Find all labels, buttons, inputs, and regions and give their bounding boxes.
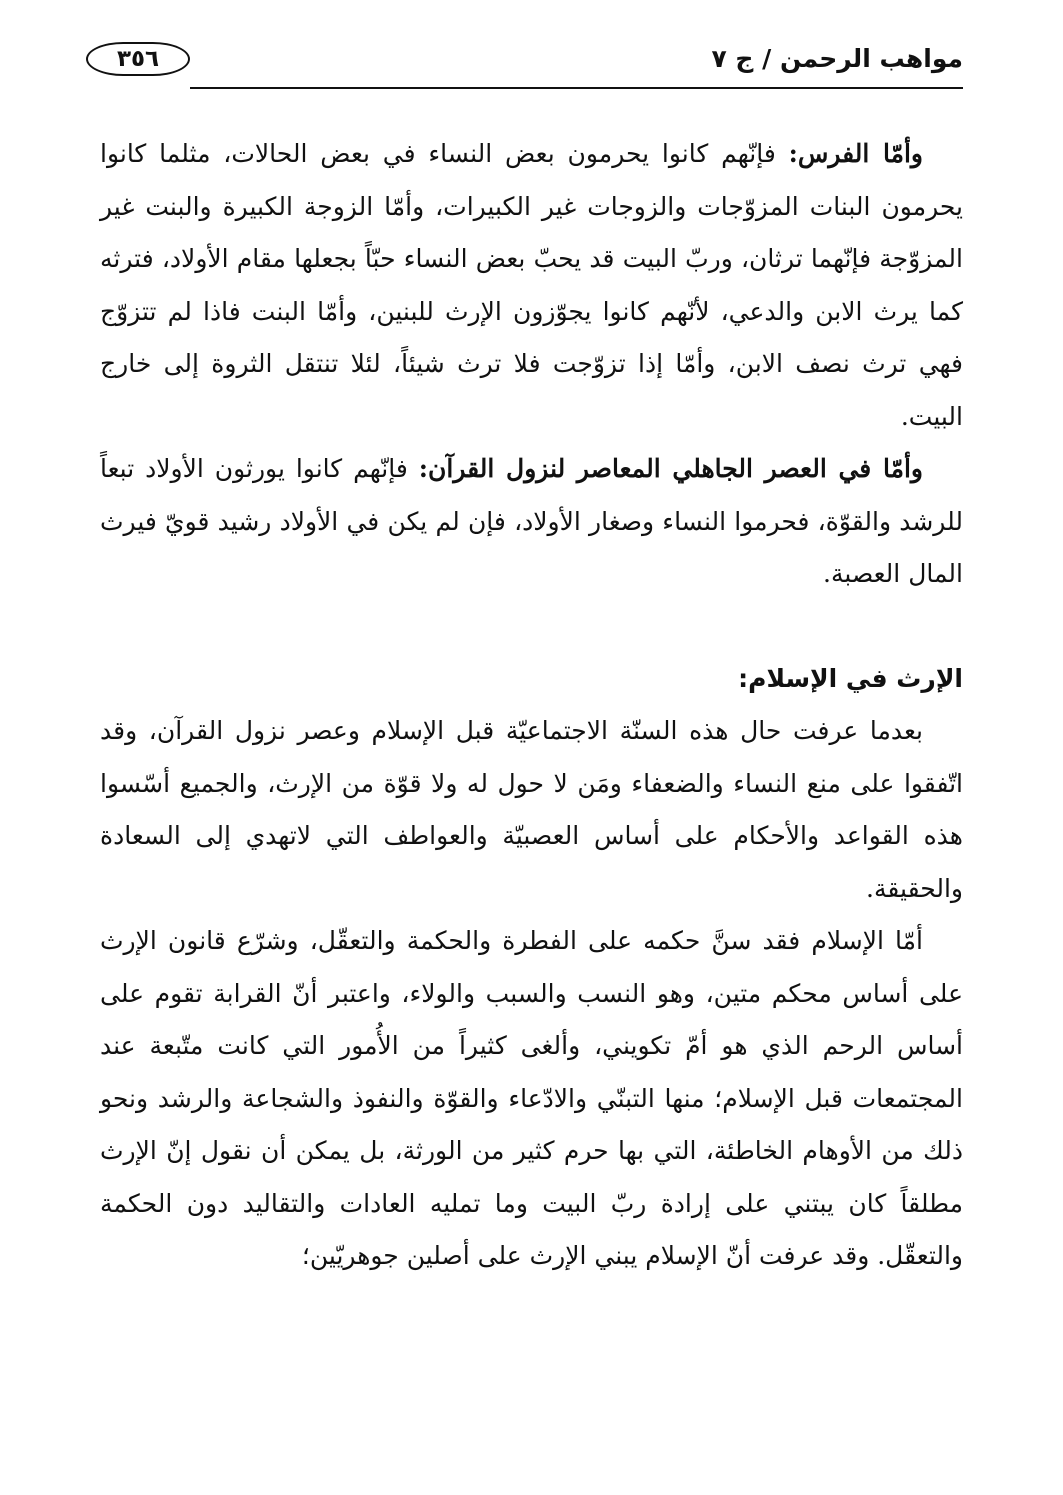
paragraph-text: فإنّهم كانوا يورثون الأولاد تبعاً للرشد والقوّة، فحرموا النساء وصغار الأولاد، فإن لم يكن في الأولاد رشيد قويّ فيرث المال العصبة. — [100, 454, 963, 588]
paragraph-lead: وأمّا الفرس: — [788, 139, 923, 168]
section-heading: الإرث في الإسلام: — [738, 663, 963, 693]
header-rule — [190, 87, 963, 89]
section-spacer — [100, 601, 963, 653]
paragraph-persians — [100, 128, 963, 443]
paragraph-jahiliyya — [100, 443, 963, 601]
paragraph-lead: وأمّا في العصر الجاهلي المعاصر لنزول القرآن: — [418, 454, 923, 483]
page-header — [86, 42, 963, 92]
paragraph-text: فإنّهم كانوا يحرمون بعض النساء في بعض الحالات، مثلما كانوا يحرمون البنات المزوّجات والزوجات غير الكبيرات، وأمّا الزوجة الكبيرة والبنت غير المزوّجة فإنّهما ترثان، وربّ البيت قد يحبّ بعض النساء حبّاً بجعلها مقام الأولاد، فترثه كما يرث الابن والدعي، لأنّهم كانوا يجوّزون الإرث للبنين، وأمّا البنت فاذا لم تتزوّج فهي ترث نصف الابن، وأمّا إذا تزوّجت فلا ترث شيئاً، لئلا تنتقل الثروة إلى خارج البيت. — [100, 139, 963, 431]
paragraph-after-knowing: بعدما عرفت حال هذه السنّة الاجتماعيّة قبل الإسلام وعصر نزول القرآن، وقد اتّفقوا على منع النساء والضعفاء ومَن لا حول له ولا قوّة من الإرث، والجميع أسّسوا هذه القواعد والأحكام على أساس العصبيّة والعواطف التي لاتهدي إلى السعادة والحقيقة. — [100, 716, 963, 903]
body-text — [100, 128, 963, 1283]
paragraph-islam-law: أمّا الإسلام فقد سنَّ حكمه على الفطرة والحكمة والتعقّل، وشرّع قانون الإرث على أساس محكم متين، وهو النسب والسبب والولاء، واعتبر أنّ القرابة تقوم على أساس الرحم الذي هو أمّ تكويني، وألغى كثيراً من الأُمور التي كانت متّبعة عند المجتمعات قبل الإسلام؛ منها التبنّي والادّعاء والقوّة والنفوذ والشجاعة والرشد ونحو ذلك من الأوهام الخاطئة، التي بها حرم كثير من الورثة، بل يمكن أن نقول إنّ الإرث مطلقاً كان يبتني على إرادة ربّ البيت وما تمليه العادات والتقاليد دون الحكمة والتعقّل. وقد عرفت أنّ الإسلام يبني الإرث على أصلين جوهريّين؛ — [100, 926, 963, 1270]
page-number: ٣٥٦ — [86, 42, 190, 76]
running-title: مواهب الرحمن / ج ٧ — [711, 44, 963, 73]
